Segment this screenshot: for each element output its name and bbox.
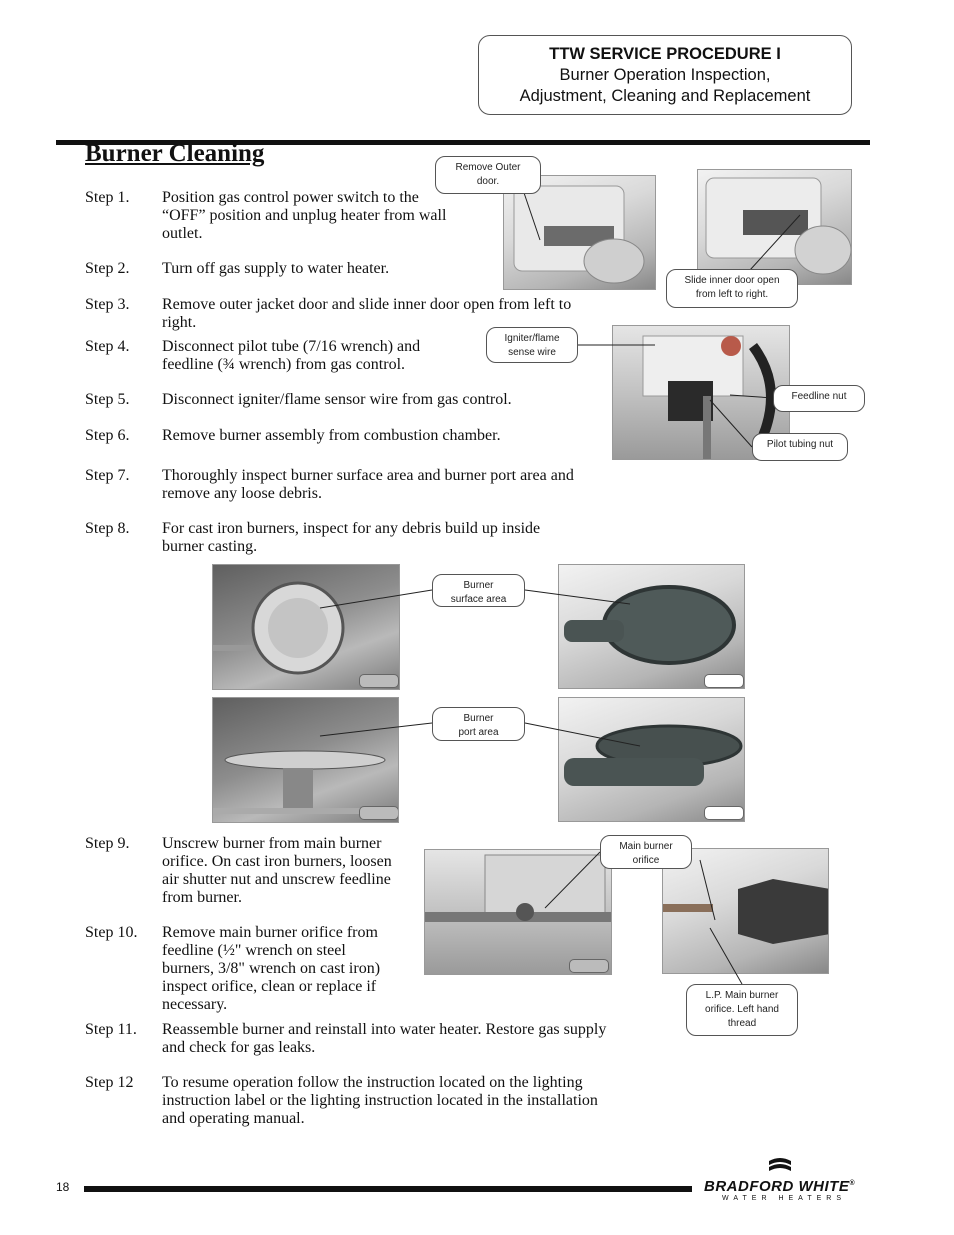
step-number: Step 9. xyxy=(85,835,130,852)
step-line: To resume operation follow the instruction located on the lighting xyxy=(162,1074,583,1091)
step-line: burners, 3/8" wrench on cast iron) xyxy=(162,960,381,977)
step-number: Step 10. xyxy=(85,924,138,941)
step-line: Position gas control power switch to the xyxy=(162,189,419,206)
step-number: Step 5. xyxy=(85,391,130,408)
callout-line: sense wire xyxy=(508,347,556,358)
callout-line: Burner xyxy=(463,713,494,724)
step-line: Unscrew burner from main burner xyxy=(162,835,382,852)
callout-igniter-wire xyxy=(486,327,578,363)
photo-illustration xyxy=(425,850,612,975)
step-line: Thoroughly inspect burner surface area and burner port area and xyxy=(162,467,574,484)
step-line: feedline (¾ wrench) from gas control. xyxy=(162,356,406,373)
procedure-subtitle-line1: Burner Operation Inspection, xyxy=(559,66,771,84)
step-text xyxy=(162,1021,606,1057)
step-line: inspect orifice, clean or replace if xyxy=(162,978,377,995)
callout-line: Main burner xyxy=(619,841,673,852)
photo-tag xyxy=(704,674,744,688)
photo-illustration xyxy=(213,698,399,823)
step-line: instruction label or the lighting instruction located in the installation xyxy=(162,1092,598,1109)
callout-line: orifice xyxy=(632,855,660,866)
page-number: 18 xyxy=(56,1180,70,1194)
step-line: Remove burner assembly from combustion chamber. xyxy=(162,427,501,444)
callout-main-orifice xyxy=(600,835,692,869)
step-text xyxy=(162,1074,598,1128)
callout-line: Slide inner door open xyxy=(684,275,780,286)
step-number: Step 6. xyxy=(85,427,130,444)
brand-logo-text xyxy=(704,1178,855,1195)
photo-cast-iron-burner-port xyxy=(558,697,745,822)
brand-flag-icon xyxy=(765,1155,795,1177)
step-text xyxy=(162,391,512,409)
callout-line: Pilot tubing nut xyxy=(766,439,834,450)
callout-pilot-tubing-nut xyxy=(752,433,848,461)
step-text xyxy=(162,189,446,243)
step-number: Step 7. xyxy=(85,467,130,484)
photo-illustration xyxy=(559,565,745,689)
callout-line: from left to right. xyxy=(695,289,769,300)
photo-cast-iron-burner-surface xyxy=(558,564,745,689)
photo-main-burner-orifice xyxy=(424,849,612,975)
step-text xyxy=(162,924,380,1014)
callout-line: thread xyxy=(727,1018,757,1029)
callout-line: Feedline nut xyxy=(791,391,847,402)
photo-illustration xyxy=(698,170,852,285)
procedure-header-box xyxy=(478,35,852,115)
callout-burner-port xyxy=(432,707,525,741)
step-text xyxy=(162,427,501,445)
photo-tag xyxy=(704,806,744,820)
registered-mark: ® xyxy=(849,1180,855,1187)
procedure-title: TTW SERVICE PROCEDURE I xyxy=(549,45,781,63)
step-number: Step 11. xyxy=(85,1021,137,1038)
step-number: Step 3. xyxy=(85,296,130,313)
step-line: right. xyxy=(162,314,197,331)
photo-steel-burner-surface xyxy=(212,564,400,690)
procedure-subtitle-line2: Adjustment, Cleaning and Replacement xyxy=(519,87,811,105)
step-line: from burner. xyxy=(162,889,242,906)
step-line: Disconnect pilot tube (7/16 wrench) and xyxy=(162,338,421,355)
step-line: remove any loose debris. xyxy=(162,485,322,502)
step-number: Step 8. xyxy=(85,520,130,537)
step-line: Turn off gas supply to water heater. xyxy=(162,260,390,277)
step-line: Disconnect igniter/flame sensor wire from gas control. xyxy=(162,391,512,408)
photo-inner-door-slide xyxy=(697,169,852,285)
callout-line: port area xyxy=(458,727,499,738)
callout-line: Burner xyxy=(463,580,494,591)
callout-lp-orifice xyxy=(686,984,798,1036)
bottom-divider xyxy=(84,1186,692,1192)
step-number: Step 4. xyxy=(85,338,130,355)
callout-line: surface area xyxy=(450,594,507,605)
step-line: burner casting. xyxy=(162,538,258,555)
photo-illustration xyxy=(559,698,745,822)
step-line: Reassemble burner and reinstall into water heater. Restore gas supply xyxy=(162,1021,607,1038)
callout-line: L.P. Main burner xyxy=(705,990,779,1001)
step-line: and operating manual. xyxy=(162,1110,305,1127)
step-line: For cast iron burners, inspect for any debris build up inside xyxy=(162,520,541,537)
step-number: Step 2. xyxy=(85,260,130,277)
step-text xyxy=(162,835,392,907)
photo-tag xyxy=(359,674,399,688)
callout-feedline-nut xyxy=(773,385,865,412)
step-line: outlet. xyxy=(162,225,203,242)
step-line: orifice. On cast iron burners, loosen xyxy=(162,853,392,870)
page-title: Burner Cleaning xyxy=(85,140,265,167)
step-line: air shutter nut and unscrew feedline xyxy=(162,871,391,888)
callout-line: Igniter/flame xyxy=(504,333,560,344)
step-line: feedline (½" wrench on steel xyxy=(162,942,346,959)
callout-remove-outer-door xyxy=(435,156,541,194)
callout-burner-surface xyxy=(432,574,525,607)
step-number: Step 12 xyxy=(85,1074,134,1091)
step-text xyxy=(162,467,574,503)
step-number: Step 1. xyxy=(85,189,130,206)
callout-slide-inner-door xyxy=(666,269,798,308)
brand-name: BRADFORD WHITE xyxy=(704,1178,850,1195)
step-line: necessary. xyxy=(162,996,228,1013)
brand-subtitle: WATER HEATERS xyxy=(722,1195,846,1202)
step-line: “OFF” position and unplug heater from wall xyxy=(162,207,447,224)
photo-tag xyxy=(359,806,399,820)
callout-line: orifice. Left hand xyxy=(705,1004,779,1015)
step-text xyxy=(162,260,389,278)
step-text xyxy=(162,338,420,374)
callout-line: door. xyxy=(476,176,500,187)
photo-steel-burner-port xyxy=(212,697,399,823)
callout-line: Remove Outer xyxy=(455,162,521,173)
step-line: and check for gas leaks. xyxy=(162,1039,316,1056)
photo-illustration xyxy=(663,849,829,974)
step-line: Remove outer jacket door and slide inner door open from left to xyxy=(162,296,572,313)
step-line: Remove main burner orifice from xyxy=(162,924,378,941)
photo-illustration xyxy=(213,565,400,690)
photo-tag xyxy=(569,959,609,973)
step-text xyxy=(162,520,540,556)
